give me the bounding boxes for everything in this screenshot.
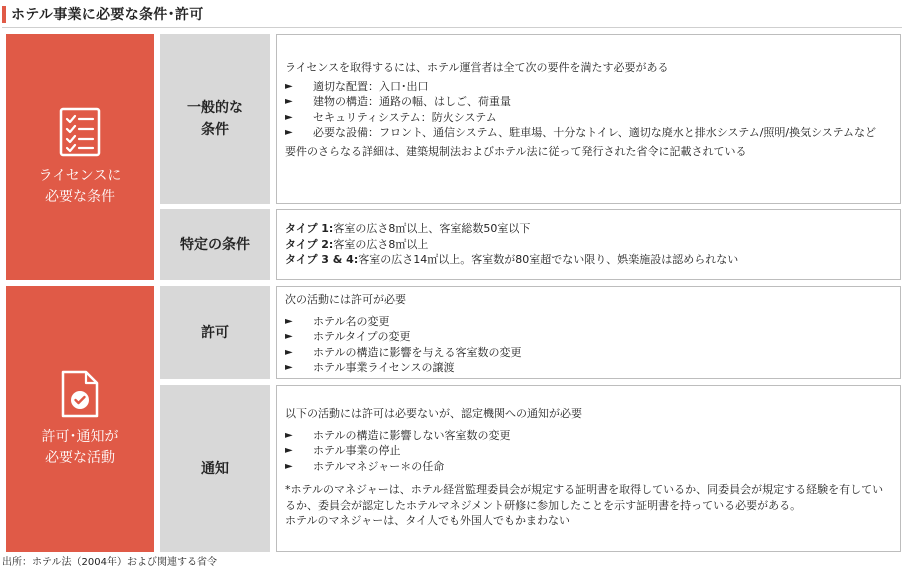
specific-line-1 bbox=[285, 221, 892, 237]
specific-text: 客室の広さ14㎡以上。客室数が80室超でない限り、娯楽施設は認められない bbox=[358, 253, 739, 266]
list-item: ► ホテルマネジャー＊の任命 bbox=[285, 459, 892, 475]
notification-intro: 以下の活動には許可は必要ないが、認定機関への通知が必要 bbox=[285, 407, 582, 420]
general-list bbox=[285, 79, 892, 141]
permission-intro: 次の活動には許可が必要 bbox=[285, 293, 406, 306]
permission-box bbox=[276, 286, 901, 379]
subheading-notification-text: 通知 bbox=[201, 460, 229, 477]
specific-type-label: タイプ 3 & 4: bbox=[285, 253, 359, 266]
general-conditions-box bbox=[276, 34, 901, 204]
specific-text: 客室の広さ8㎡以上、客室総数50室以下 bbox=[333, 222, 531, 235]
list-item: ► 必要な設備：フロント、通信システム、駐車場、十分なトイレ、適切な廃水と排水システム/照明/換気システムなど bbox=[285, 125, 892, 141]
subheading-general-line1: 一般的な bbox=[187, 100, 243, 116]
subheading-notification bbox=[160, 385, 270, 552]
category-license bbox=[6, 34, 154, 280]
category-permit bbox=[6, 286, 154, 552]
subheading-permission bbox=[160, 286, 270, 379]
list-item: ► ホテルタイプの変更 bbox=[285, 329, 892, 345]
general-note: 要件のさらなる詳細は、建築規制法およびホテル法に従って発行された省令に記載されている bbox=[285, 144, 747, 158]
category-permit-label bbox=[42, 427, 119, 469]
title-accent-bar bbox=[2, 6, 6, 23]
page-title bbox=[2, 4, 204, 24]
category-license-label bbox=[39, 166, 122, 208]
category-license-label-line1: ライセンスに bbox=[38, 168, 122, 184]
subheading-general bbox=[160, 34, 270, 204]
notification-box bbox=[276, 385, 901, 552]
specific-text: 客室の広さ8㎡以上 bbox=[333, 237, 429, 251]
specific-type-label: タイプ 1: bbox=[285, 222, 334, 235]
subheading-specific bbox=[160, 209, 270, 280]
category-permit-label-line2: 必要な活動 bbox=[45, 450, 115, 466]
notification-footnote: *ホテルのマネジャーは、ホテル経営監理委員会が規定する証明書を取得しているか、同委員会が規定する経験を有しているか、委員会が認定したホテルマネジメント研修に参加したことを示す証明書を持っている必要がある。 bbox=[285, 483, 884, 512]
list-item: ► ホテルの構造に影響を与える客室数の変更 bbox=[285, 345, 892, 361]
title-divider bbox=[2, 27, 902, 28]
list-item: ► ホテルの構造に影響しない客室数の変更 bbox=[285, 428, 892, 444]
specific-line-3 bbox=[285, 252, 892, 268]
list-item: ► ホテル名の変更 bbox=[285, 314, 892, 330]
subheading-permission-text: 許可 bbox=[201, 324, 229, 341]
document-check-icon bbox=[60, 369, 100, 419]
list-item: ► 建物の構造：通路の幅、はしご、荷重量 bbox=[285, 94, 892, 110]
title-text: ホテル事業に必要な条件･許可 bbox=[11, 7, 204, 23]
source-note: 出所：ホテル法（2004年）および関連する省令 bbox=[2, 557, 217, 568]
specific-conditions-box bbox=[276, 209, 901, 280]
specific-type-label: タイプ 2: bbox=[285, 237, 334, 251]
subheading-general-line2: 条件 bbox=[201, 122, 229, 138]
list-item: ► ホテル事業ライセンスの譲渡 bbox=[285, 360, 892, 376]
list-item: ► セキュリティシステム：防火システム bbox=[285, 110, 892, 126]
general-intro: ライセンスを取得するには、ホテル運営者は全て次の要件を満たす必要がある bbox=[285, 61, 669, 74]
checklist-icon bbox=[58, 106, 102, 158]
notification-list bbox=[285, 428, 892, 475]
list-item: ► 適切な配置：入口･出口 bbox=[285, 79, 892, 95]
notification-footnote-2: ホテルのマネジャーは、タイ人でも外国人でもかまわない bbox=[285, 514, 571, 527]
specific-line-2 bbox=[285, 237, 892, 253]
category-permit-label-line1: 許可･通知が bbox=[41, 429, 119, 445]
subheading-specific-text: 特定の条件 bbox=[180, 236, 250, 253]
permission-list bbox=[285, 314, 892, 376]
category-license-label-line2: 必要な条件 bbox=[45, 189, 115, 205]
list-item: ► ホテル事業の停止 bbox=[285, 443, 892, 459]
